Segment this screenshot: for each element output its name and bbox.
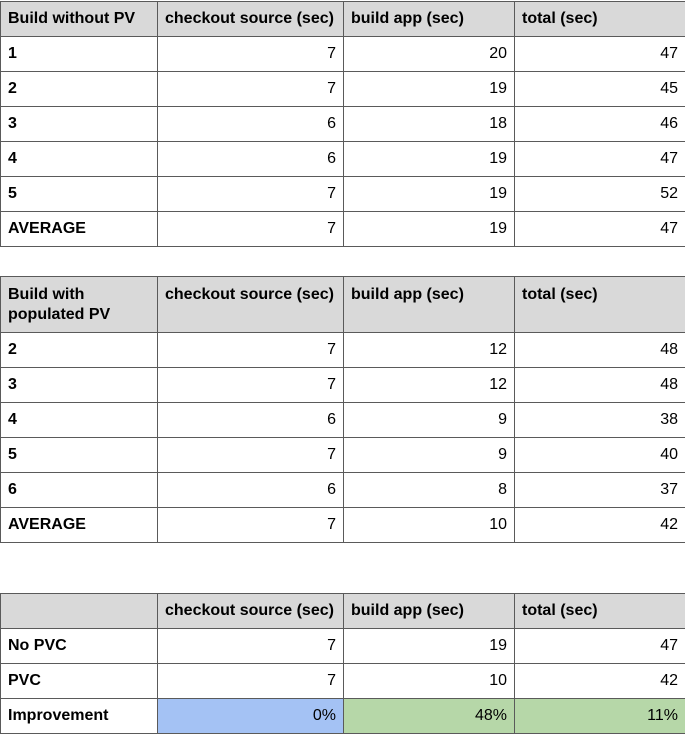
- column-header-total: total (sec): [515, 2, 685, 37]
- column-header-build-app: build app (sec): [344, 277, 515, 333]
- total-cell: 46: [515, 107, 685, 142]
- checkout-cell: 7: [158, 37, 344, 72]
- checkout-cell: 6: [158, 142, 344, 177]
- checkout-cell: 6: [158, 403, 344, 438]
- build-app-cell: 12: [344, 368, 515, 403]
- total-cell: 42: [515, 664, 685, 699]
- checkout-cell: 7: [158, 368, 344, 403]
- table-row: [1, 142, 685, 177]
- build-app-cell: 19: [344, 142, 515, 177]
- checkout-cell: 7: [158, 629, 344, 664]
- table-row: [1, 72, 685, 107]
- total-cell: 45: [515, 72, 685, 107]
- average-row: [1, 212, 685, 247]
- table-row: [1, 37, 685, 72]
- table-row: [1, 107, 685, 142]
- average-row: [1, 508, 685, 543]
- row-label: Improvement: [1, 699, 158, 734]
- row-label: 2: [1, 333, 158, 368]
- row-label: 4: [1, 403, 158, 438]
- checkout-cell: 7: [158, 333, 344, 368]
- checkout-cell: 7: [158, 72, 344, 107]
- table-header-row: [1, 594, 685, 629]
- column-header-build: Build without PV: [1, 2, 158, 37]
- row-label: 1: [1, 37, 158, 72]
- build-app-cell: 19: [344, 629, 515, 664]
- total-cell: 48: [515, 333, 685, 368]
- build-app-cell: 8: [344, 473, 515, 508]
- total-cell: 37: [515, 473, 685, 508]
- row-label: AVERAGE: [1, 212, 158, 247]
- row-label: 5: [1, 177, 158, 212]
- build-app-cell: 10: [344, 664, 515, 699]
- checkout-cell: 6: [158, 473, 344, 508]
- build-app-cell: 9: [344, 403, 515, 438]
- column-header-build-app: build app (sec): [344, 2, 515, 37]
- column-header-build: Build with populated PV: [1, 277, 158, 333]
- build-app-cell: 18: [344, 107, 515, 142]
- column-header-blank: [1, 594, 158, 629]
- column-header-checkout: checkout source (sec): [158, 2, 344, 37]
- row-label: 5: [1, 438, 158, 473]
- total-cell: 47: [515, 629, 685, 664]
- build-app-cell: 19: [344, 177, 515, 212]
- build-app-cell: 9: [344, 438, 515, 473]
- row-label: PVC: [1, 664, 158, 699]
- row-label: 2: [1, 72, 158, 107]
- row-label: AVERAGE: [1, 508, 158, 543]
- total-cell: 38: [515, 403, 685, 438]
- total-cell: 52: [515, 177, 685, 212]
- row-label: 6: [1, 473, 158, 508]
- improvement-row: [1, 699, 685, 734]
- improvement-total-cell: 11%: [515, 699, 685, 734]
- table-row: [1, 333, 685, 368]
- checkout-cell: 6: [158, 107, 344, 142]
- build-app-cell: 10: [344, 508, 515, 543]
- checkout-cell: 7: [158, 177, 344, 212]
- build-app-cell: 20: [344, 37, 515, 72]
- column-header-checkout: checkout source (sec): [158, 277, 344, 333]
- build-app-cell: 19: [344, 212, 515, 247]
- total-cell: 42: [515, 508, 685, 543]
- table-row: [1, 473, 685, 508]
- table-header-row: [1, 277, 685, 333]
- table-row: [1, 438, 685, 473]
- checkout-cell: 7: [158, 212, 344, 247]
- improvement-checkout-cell: 0%: [158, 699, 344, 734]
- total-cell: 47: [515, 212, 685, 247]
- column-header-build-app: build app (sec): [344, 594, 515, 629]
- checkout-cell: 7: [158, 508, 344, 543]
- row-label: 4: [1, 142, 158, 177]
- build-app-cell: 19: [344, 72, 515, 107]
- checkout-cell: 7: [158, 438, 344, 473]
- comparison-table: [0, 593, 685, 734]
- table-row: [1, 629, 685, 664]
- checkout-cell: 7: [158, 664, 344, 699]
- table-row: [1, 368, 685, 403]
- row-label: 3: [1, 368, 158, 403]
- row-label: No PVC: [1, 629, 158, 664]
- total-cell: 47: [515, 142, 685, 177]
- table-header-row: [1, 2, 685, 37]
- total-cell: 47: [515, 37, 685, 72]
- total-cell: 40: [515, 438, 685, 473]
- build-without-pv-table: [0, 1, 685, 247]
- column-header-total: total (sec): [515, 594, 685, 629]
- column-header-total: total (sec): [515, 277, 685, 333]
- table-row: [1, 664, 685, 699]
- total-cell: 48: [515, 368, 685, 403]
- build-app-cell: 12: [344, 333, 515, 368]
- improvement-build-app-cell: 48%: [344, 699, 515, 734]
- build-with-populated-pv-table: [0, 276, 685, 543]
- column-header-checkout: checkout source (sec): [158, 594, 344, 629]
- table-row: [1, 177, 685, 212]
- table-row: [1, 403, 685, 438]
- row-label: 3: [1, 107, 158, 142]
